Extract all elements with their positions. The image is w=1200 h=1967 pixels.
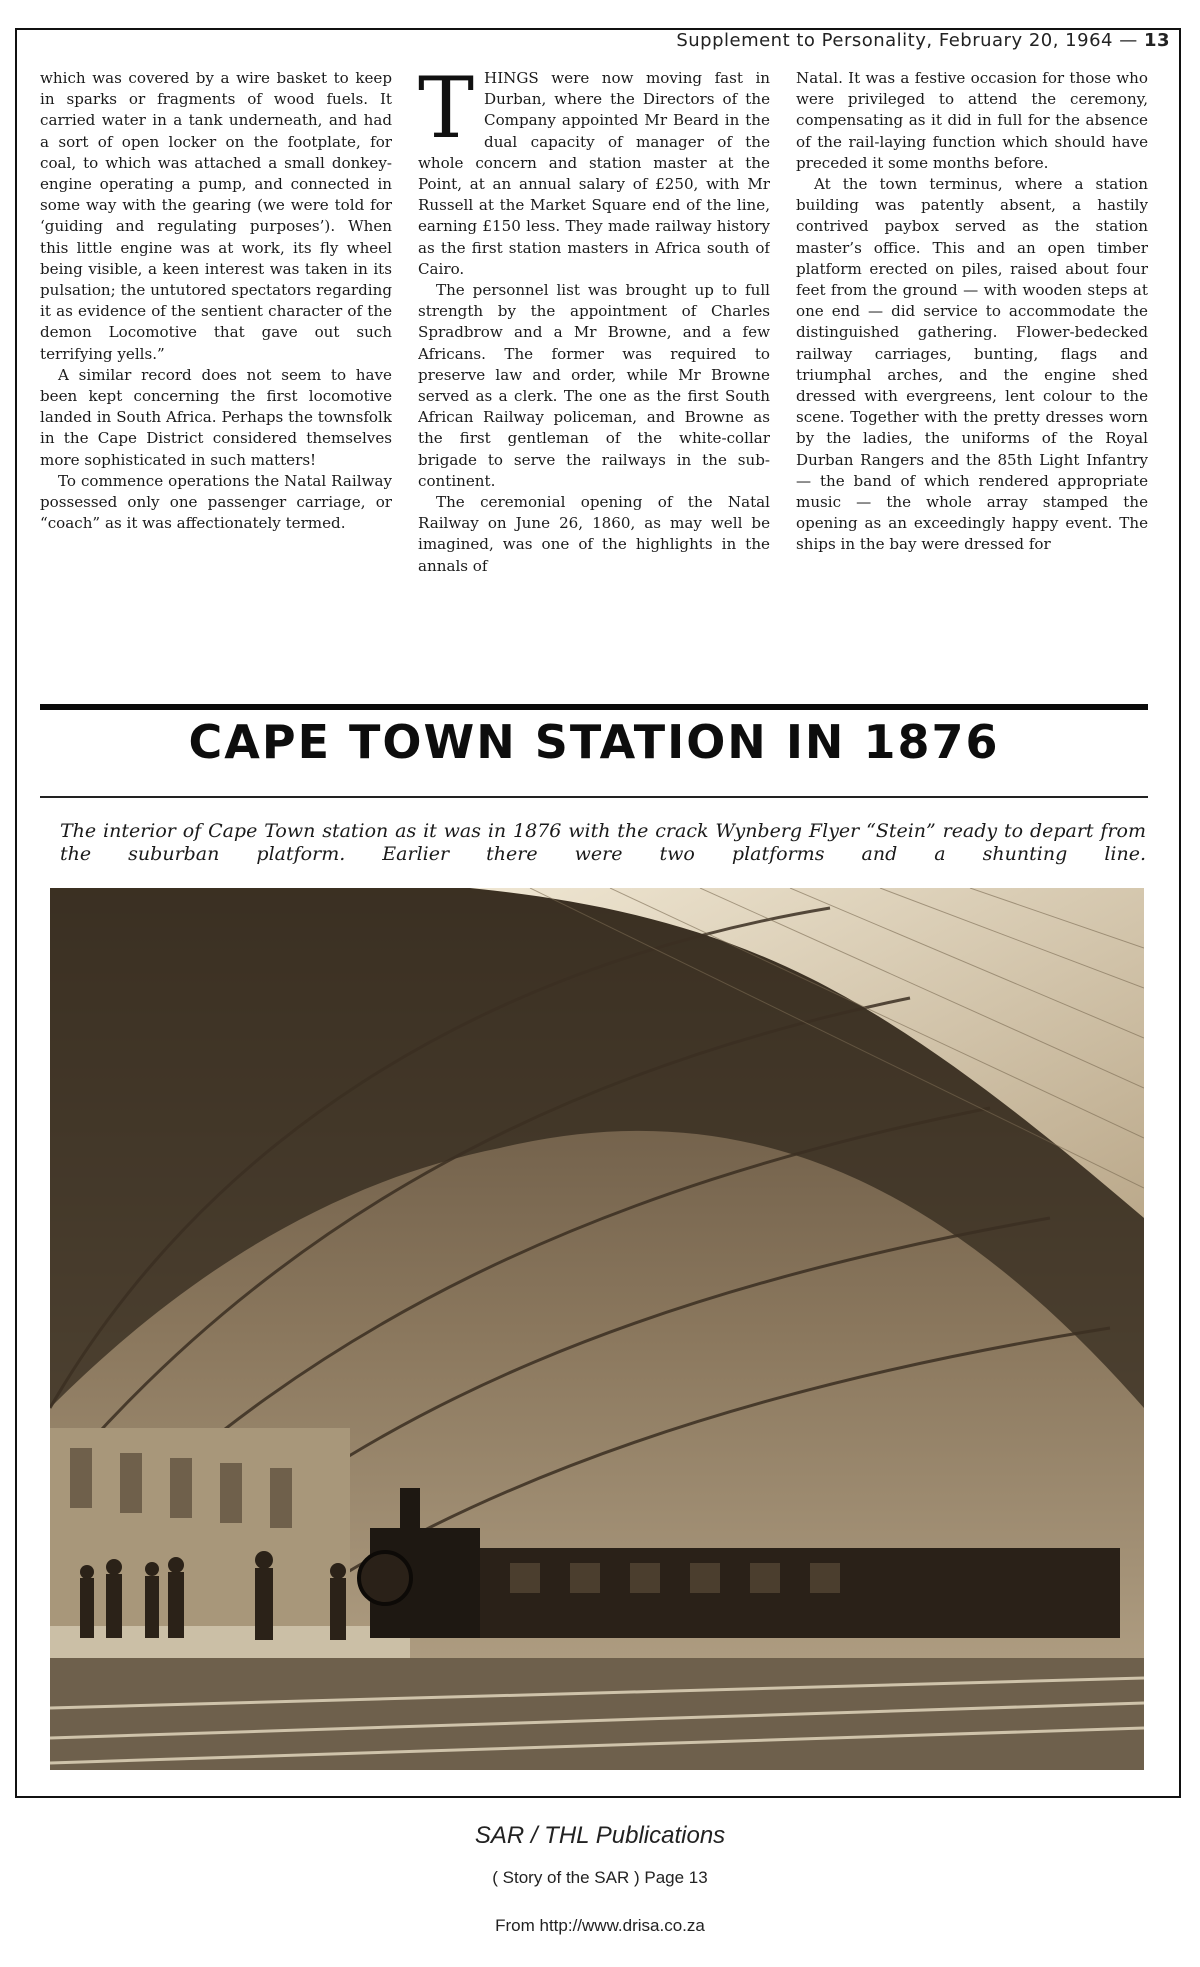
page-number: 13 — [1143, 30, 1170, 51]
col2-para-1 — [418, 68, 770, 280]
col1-para-1: which was covered by a wire basket to keep in sparks or fragments of wood fuels. It carried water in a tank underneath, and had a sort of open locker on the footplate, for coal, to which was attached a small donkey-engine operating a pump, and connected in some way with the gearing (we were told for ‘guiding and regulating purposes’). When this little engine was at work, its fly wheel being visible, a keen interest was taken in its pulsation; the untutored spectators regarding it as evidence of the sentient character of the demon Locomotive that gave out such terrifying yells.” — [40, 69, 392, 363]
station-photograph — [50, 888, 1144, 1770]
column-3 — [796, 68, 1148, 680]
photo-caption: The interior of Cape Town station as it was in 1876 with the crack Wynberg Flyer “Stein” ready to depart from the suburban platform. Earlier there were two platforms and a shunting line. — [60, 820, 1146, 865]
col1-para-3: To commence operations the Natal Railway possessed only one passenger carriage, or “coach” as it was affectionately termed. — [40, 471, 392, 533]
col2-para-2: The personnel list was brought up to full strength by the appointment of Charles Spradbrow and a Mr Browne, and a few Africans. The former was required to preserve law and order, while Mr Browne served as a clerk. The one as the first South African Railway policeman, and Browne as the first gentleman of the white-collar brigade to serve the railways in the sub-continent. — [418, 281, 770, 490]
headline-bottom-rule — [40, 796, 1148, 798]
page-header — [676, 30, 1170, 51]
col3-para-1: Natal. It was a festive occasion for those who were privileged to attend the ceremony, compensating as it did in full for the absence of the rail-laying function which should have preceded it some months before. — [796, 69, 1148, 172]
column-2 — [418, 68, 770, 680]
footer-subtitle: ( Story of the SAR ) Page 13 — [492, 1868, 708, 1887]
drop-cap: T — [418, 68, 475, 157]
footer-title: SAR / THL Publications — [474, 1822, 726, 1849]
station-photo-illustration — [50, 888, 1144, 1770]
col2-para-3: The ceremonial opening of the Natal Railway on June 26, 1860, as may well be imagined, was one of the highlights in the annals of — [418, 493, 770, 575]
col2-para-1-text: HINGS were now moving fast in Durban, where the Directors of the Company appointed Mr Beard in the dual capacity of manager of the whole concern and station master at the Point, at an annual salary of £250, with Mr Russell at the Market Square end of the line, earning £150 less. They made railway history as the first station masters in Africa south of Cairo. — [418, 69, 770, 278]
footer-source: From http://www.drisa.co.za — [495, 1916, 705, 1935]
article-columns — [40, 68, 1148, 680]
col1-para-2: A similar record does not seem to have been kept concerning the first locomotive landed in South Africa. Perhaps the townsfolk in the Cape District considered themselves more sophisticated in such matters! — [40, 365, 392, 469]
col3-para-2: At the town terminus, where a station building was patently absent, a hastily contrived paybox served as the station master’s office. This and an open timber platform erected on piles, raised about four feet from the ground — with wooden steps at one end — did service to accommodate the distinguished gathering. Flower-bedecked railway carriages, bunting, flags and triumphal arches, and the engine shed dressed with evergreens, lent colour to the scene. Together with the pretty dresses worn by the ladies, the uniforms of the Royal Durban Rangers and the 85th Light Infantry — the band of which rendered appropriate music — the whole array stamped the opening as an exceedingly happy event. The ships in the bay were dressed for — [796, 175, 1148, 554]
headline: CAPE TOWN STATION IN 1876 — [188, 715, 1000, 769]
headline-top-rule — [40, 704, 1148, 710]
header-text: Supplement to Personality, February 20, 1964 — — [676, 30, 1138, 51]
column-1 — [40, 68, 392, 680]
